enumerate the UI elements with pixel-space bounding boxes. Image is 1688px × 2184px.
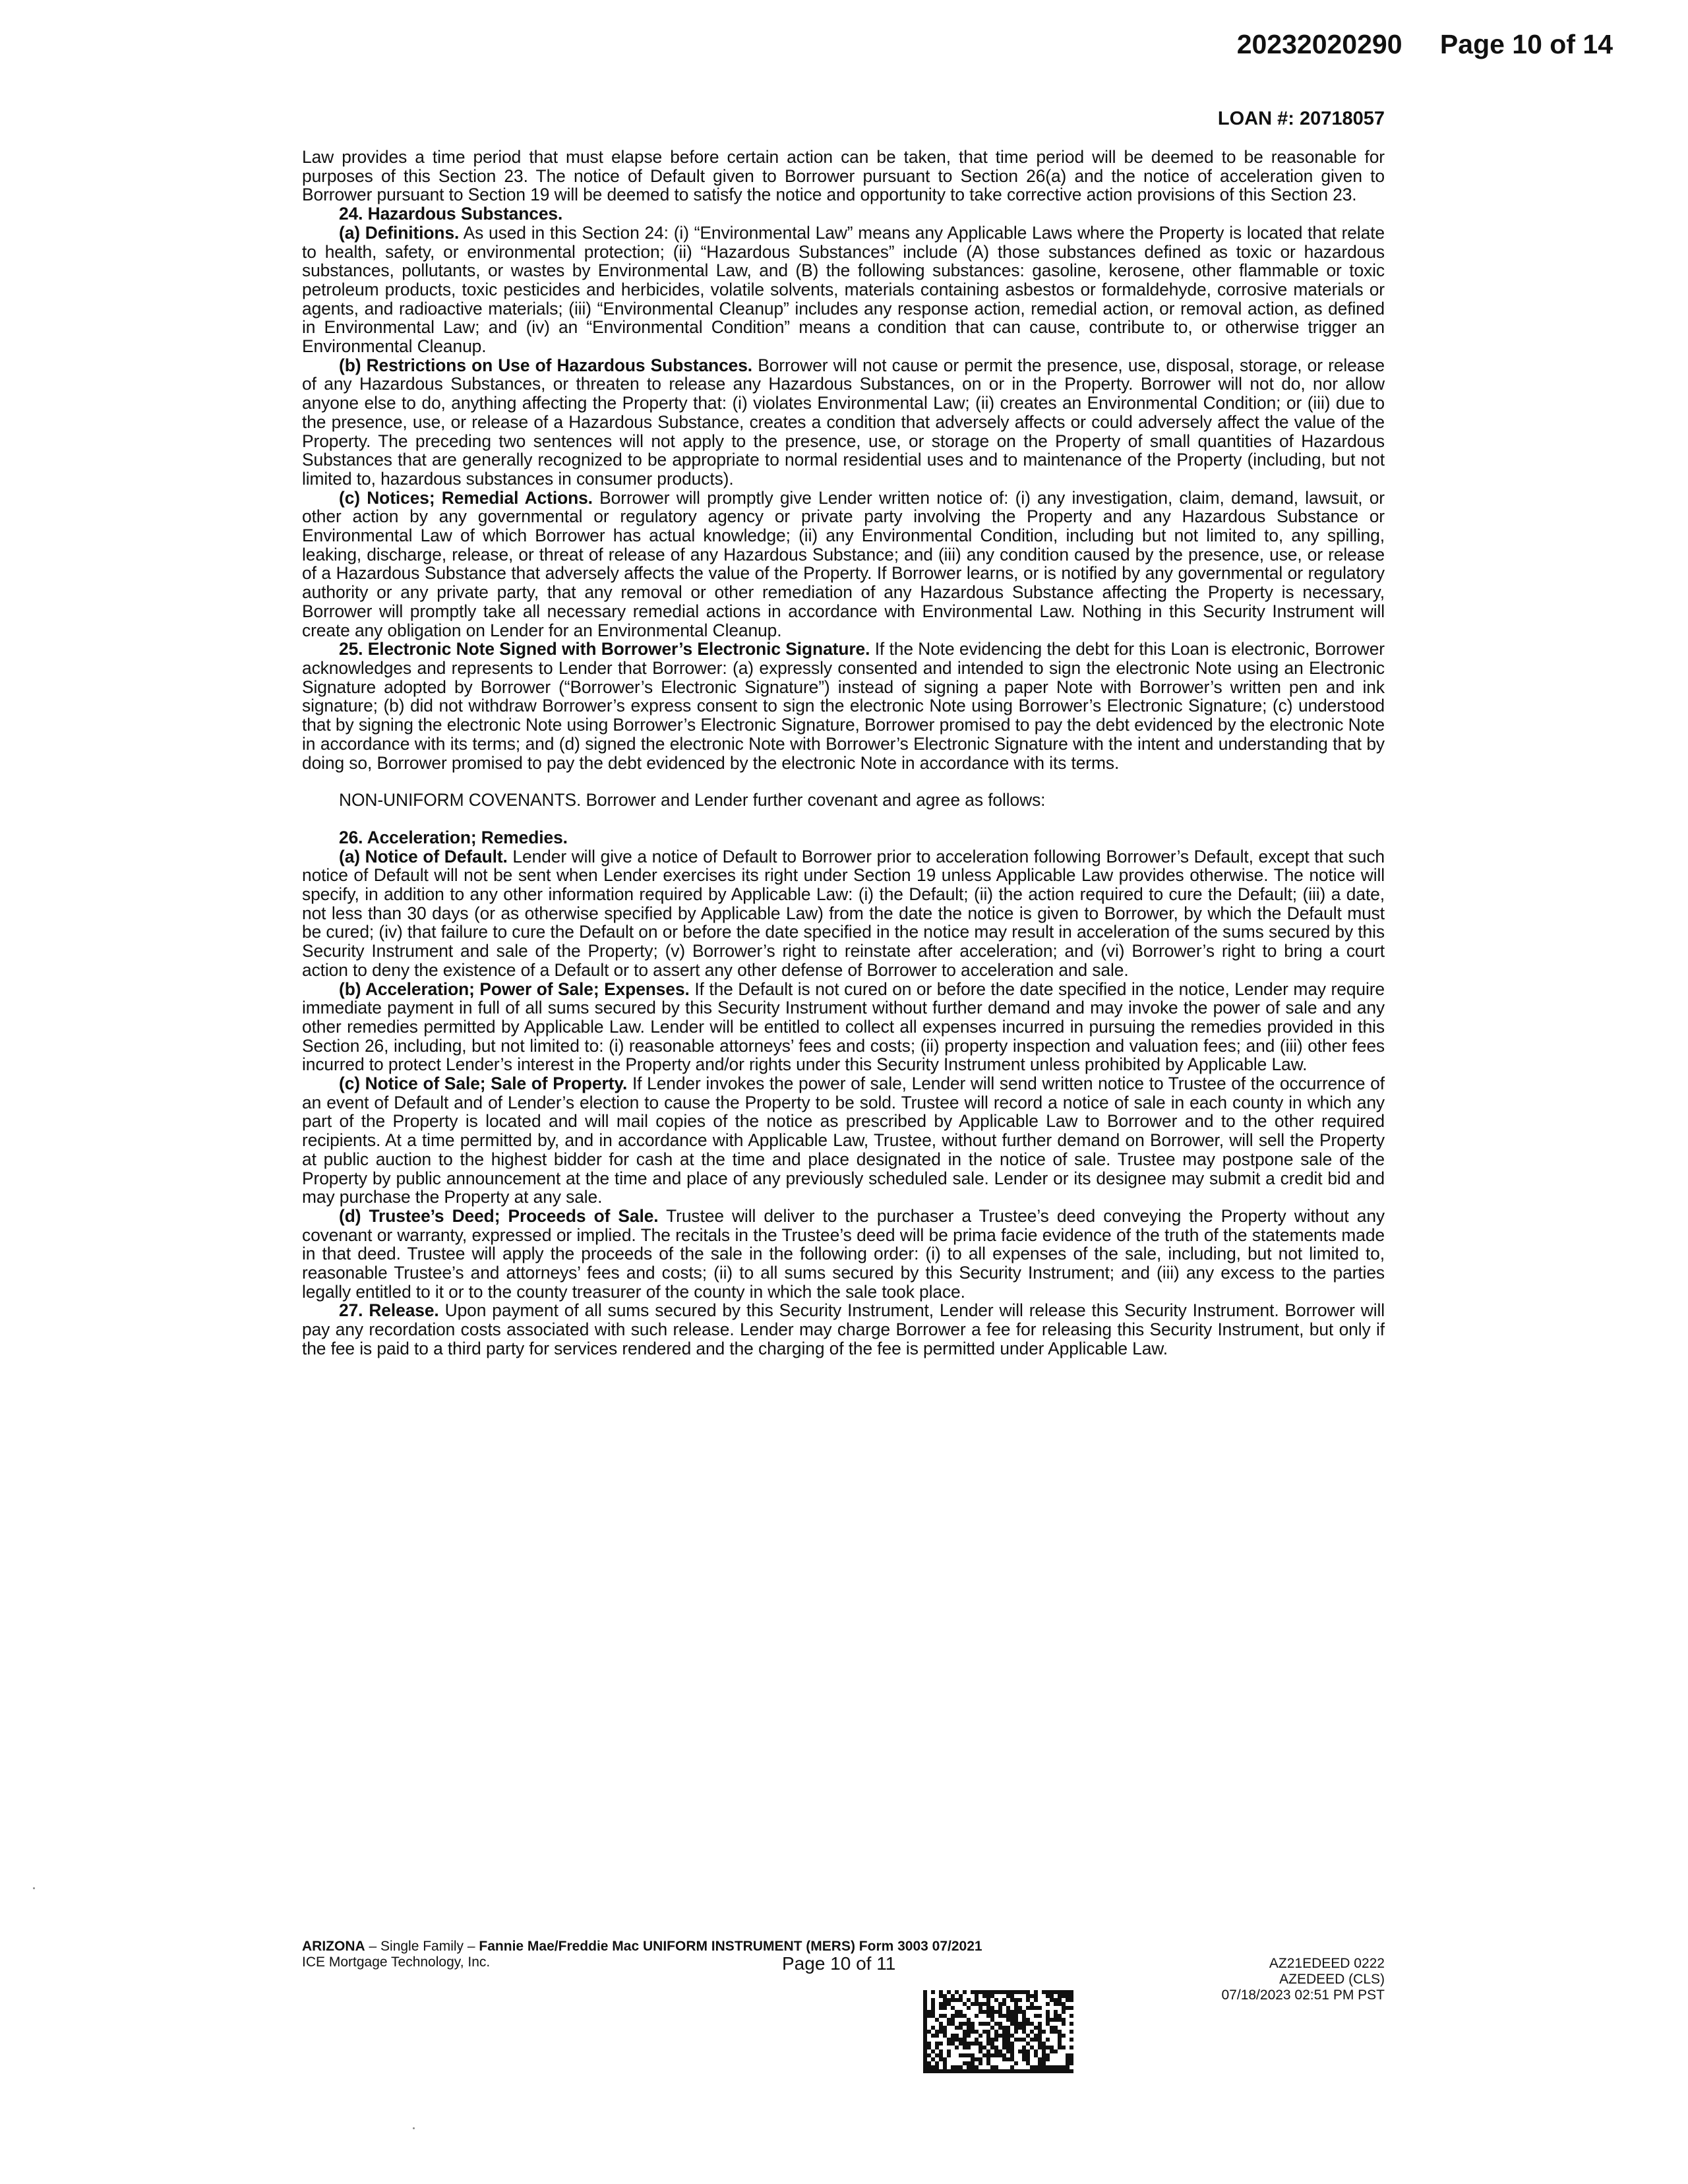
recording-page-count: Page 10 of 14	[1439, 29, 1613, 59]
document-body	[302, 148, 1385, 1358]
section-26a-text: Lender will give a notice of Default to Borrower prior to acceleration following Borrower’s Default, except that such notice of Default will not be sent when Lender exercises its right under Section 19 unless Applicable Law provides otherwise. The notice will specify, in addition to any other information required by Applicable Law: (i) the Default; (ii) the action required to cure the Default; (iii) a date, not less than 30 days (or as otherwise specified by Applicable Law) from the date the notice is given to Borrower, by which the Default must be cured; (iv) that failure to cure the Default on or before the date specified in the notice may result in acceleration of the sums secured by this Security Instrument and sale of the Property; (v) Borrower’s right to reinstate after acceleration; and (vi) Borrower’s right to bring a court action to deny the existence of a Default or to assert any other defense of Borrower to acceleration and sale.	[302, 846, 1385, 980]
section-24-heading: 24. Hazardous Substances.	[339, 204, 563, 224]
barcode-2d-icon	[923, 1989, 1073, 2073]
scan-speck	[413, 2127, 415, 2129]
section-26d-text: Trustee will deliver to the purchaser a Trustee’s deed conveying the Property without any covenant or warranty, expressed or implied. The recitals in the Trustee’s deed will be prima facie evidence of the truth of the statements made in that deed. Trustee will apply the proceeds of the sale in the following order: (i) to all expenses of the sale, including, but not limited to, reasonable Trustee’s and attorneys’ fees and costs; (ii) to all sums secured by this Security Instrument; and (iii) any excess to the parties legally entitled to it or to the county treasurer of the county in which the sale took place.	[302, 1205, 1385, 1302]
paragraph-section-23-end: Law provides a time period that must elapse before certain action can be taken, that time period will be deemed to be reasonable for purposes of this Section 23. The notice of Default given to Borrower pursuant to Section 26(a) and the notice of acceleration given to Borrower pursuant to Section 19 will be deemed to satisfy the notice and opportunity to take corrective action provisions of this Section 23.	[302, 147, 1385, 205]
footer-doc-code: AZ21EDEED 0222	[1269, 1956, 1385, 1971]
footer-state: ARIZONA	[302, 1939, 365, 1954]
section-24a-paragraph	[302, 224, 1385, 356]
section-26c-paragraph	[302, 1074, 1385, 1207]
section-25-text: If the Note evidencing the debt for this Loan is electronic, Borrower acknowledges and represents to Lender that Borrower: (a) expressly consented and intended to sign the electronic Note using an Electronic Signature adopted by Borrower (“Borrower’s Electronic Signature”) instead of signing a paper Note with Borrower’s written pen and ink signature; (b) did not withdraw Borrower’s express consent to sign the electronic Note using Borrower’s Electronic Signature; (c) understood that by signing the electronic Note using Borrower’s Electronic Signature, Borrower promised to pay the debt evidenced by the electronic Note in accordance with its terms; and (d) signed the electronic Note with Borrower’s Electronic Signature with the intent and understanding that by doing so, Borrower promised to pay the debt evidenced by the electronic Note in accordance with its terms.	[302, 639, 1385, 773]
section-24a-text: As used in this Section 24: (i) “Environmental Law” means any Applicable Laws where the Property is located that relate to health, safety, or environmental protection; (ii) “Hazardous Substances” include (A) those substances defined as toxic or hazardous substances, pollutants, or wastes by Environmental Law, and (B) the following substances: gasoline, kerosene, other flammable or toxic petroleum products, toxic pesticides and herbicides, volatile solvents, materials containing asbestos or formaldehyde, corrosive materials or agents, and radioactive materials; (iii) “Environmental Cleanup” includes any response action, remedial action, or removal action, as defined in Environmental Law; and (iv) an “Environmental Condition” means a condition that can cause, contribute to, or otherwise trigger an Environmental Cleanup.	[302, 222, 1385, 357]
section-26a-label: (a) Notice of Default.	[339, 846, 508, 866]
section-26b-paragraph	[302, 980, 1385, 1075]
section-26d-label: (d) Trustee’s Deed; Proceeds of Sale.	[339, 1205, 659, 1226]
section-24c-text: Borrower will promptly give Lender written notice of: (i) any investigation, claim, demand, lawsuit, or other action by any governmental or regulatory agency or private party involving the Property and any Hazardous Substance or Environmental Law of which Borrower has actual knowledge; (ii) any Environmental Condition, including but not limited to, any spilling, leaking, discharge, release, or threat of release of any Hazardous Substance; and (iii) any condition caused by the presence, use, or release of a Hazardous Substance that adversely affects the value of the Property. If Borrower learns, or is notified by any governmental or regulatory authority or any private party, that any removal or other remediation of any Hazardous Substance affecting the Property is necessary, Borrower will promptly take all necessary remedial actions in accordance with Environmental Law. Nothing in this Security Instrument will create any obligation on Lender for an Environmental Cleanup.	[302, 487, 1385, 640]
scan-speck	[33, 1887, 35, 1889]
section-24a-label: (a) Definitions.	[339, 222, 460, 243]
section-25-label: 25. Electronic Note Signed with Borrower’s Electronic Signature.	[339, 639, 870, 659]
section-24c-paragraph	[302, 489, 1385, 640]
loan-number: LOAN #: 20718057	[1217, 108, 1385, 129]
section-24c-label: (c) Notices; Remedial Actions.	[339, 487, 593, 508]
recording-header	[1237, 29, 1613, 60]
footer-timestamp: 07/18/2023 02:51 PM PST	[1221, 1987, 1385, 2003]
section-26a-paragraph	[302, 847, 1385, 980]
section-26c-text: If Lender invokes the power of sale, Lender will send written notice to Trustee of the occurrence of an event of Default and of Lender’s election to cause the Property to be sold. Trustee will record a notice of sale in each county in which any part of the Property is located and will mail copies of the notice as prescribed by Applicable Law to Borrower and to the other required recipients. At a time permitted by, and in accordance with Applicable Law, Trustee, without further demand on Borrower, will sell the Property at public auction to the highest bidder for cash at the time and place designated in the notice of sale. Trustee may postpone sale of the Property by public announcement at the time and place of any previously scheduled sale. Lender or its designee may submit a credit bid and may purchase the Property at any sale.	[302, 1074, 1385, 1207]
footer-doc-codes	[1222, 1956, 1385, 2003]
footer-doc-name: AZEDEED (CLS)	[1279, 1972, 1385, 1987]
section-24b-label: (b) Restrictions on Use of Hazardous Substances.	[339, 355, 753, 375]
section-26d-paragraph	[302, 1207, 1385, 1302]
section-26-heading: 26. Acceleration; Remedies.	[339, 827, 568, 847]
section-24b-text: Borrower will not cause or permit the presence, use, disposal, storage, or release of any Hazardous Substances, or threaten to release any Hazardous Substances, on or in the Property. Borrower will not do, nor allow anyone else to do, anything affecting the Property that: (i) violates Environmental Law; (ii) creates an Environmental Condition; or (iii) due to the presence, use, or release of a Hazardous Substance, creates a condition that adversely affects or could adversely affect the value of the Property. The preceding two sentences will not apply to the presence, use, or storage on the Property of small quantities of Hazardous Substances that are generally recognized to be appropriate to normal residential uses and to maintenance of the Property (including, but not limited to, hazardous substances in consumer products).	[302, 355, 1385, 489]
footer-form-desc: – Single Family –	[365, 1939, 479, 1954]
section-27-text: Upon payment of all sums secured by this Security Instrument, Lender will release this Security Instrument. Borrower will pay any recordation costs associated with such release. Lender may charge Borrower a fee for releasing this Security Instrument, but only if the fee is paid to a third party for services rendered and the charging of the fee is permitted under Applicable Law.	[302, 1300, 1385, 1358]
section-26c-label: (c) Notice of Sale; Sale of Property.	[339, 1074, 628, 1094]
section-26b-text: If the Default is not cured on or before the date specified in the notice, Lender may require immediate payment in full of all sums secured by this Security Instrument without further demand and may invoke the power of sale and any other remedies permitted by Applicable Law. Lender will be entitled to collect all expenses incurred in pursuing the remedies provided in this Section 26, including, but not limited to: (i) reasonable attorneys’ fees and costs; (ii) property inspection and valuation fees; and (iii) other fees incurred to protect Lender’s interest in the Property and/or rights under this Security Instrument unless prohibited by Applicable Law.	[302, 979, 1385, 1075]
section-24b-paragraph	[302, 356, 1385, 489]
footer-company: ICE Mortgage Technology, Inc.	[302, 1955, 491, 1970]
section-27-paragraph	[302, 1301, 1385, 1358]
recording-number: 20232020290	[1236, 29, 1402, 59]
section-26b-label: (b) Acceleration; Power of Sale; Expenses.	[339, 979, 690, 999]
footer-page-number: Page 10 of 11	[782, 1953, 896, 1974]
section-27-label: 27. Release.	[339, 1300, 439, 1321]
non-uniform-covenants: NON-UNIFORM COVENANTS. Borrower and Lender further covenant and agree as follows:	[339, 790, 1046, 810]
section-25-paragraph	[302, 640, 1385, 772]
footer-instrument: Fannie Mae/Freddie Mac UNIFORM INSTRUMENT (MERS) Form 3003 07/2021	[479, 1939, 982, 1954]
